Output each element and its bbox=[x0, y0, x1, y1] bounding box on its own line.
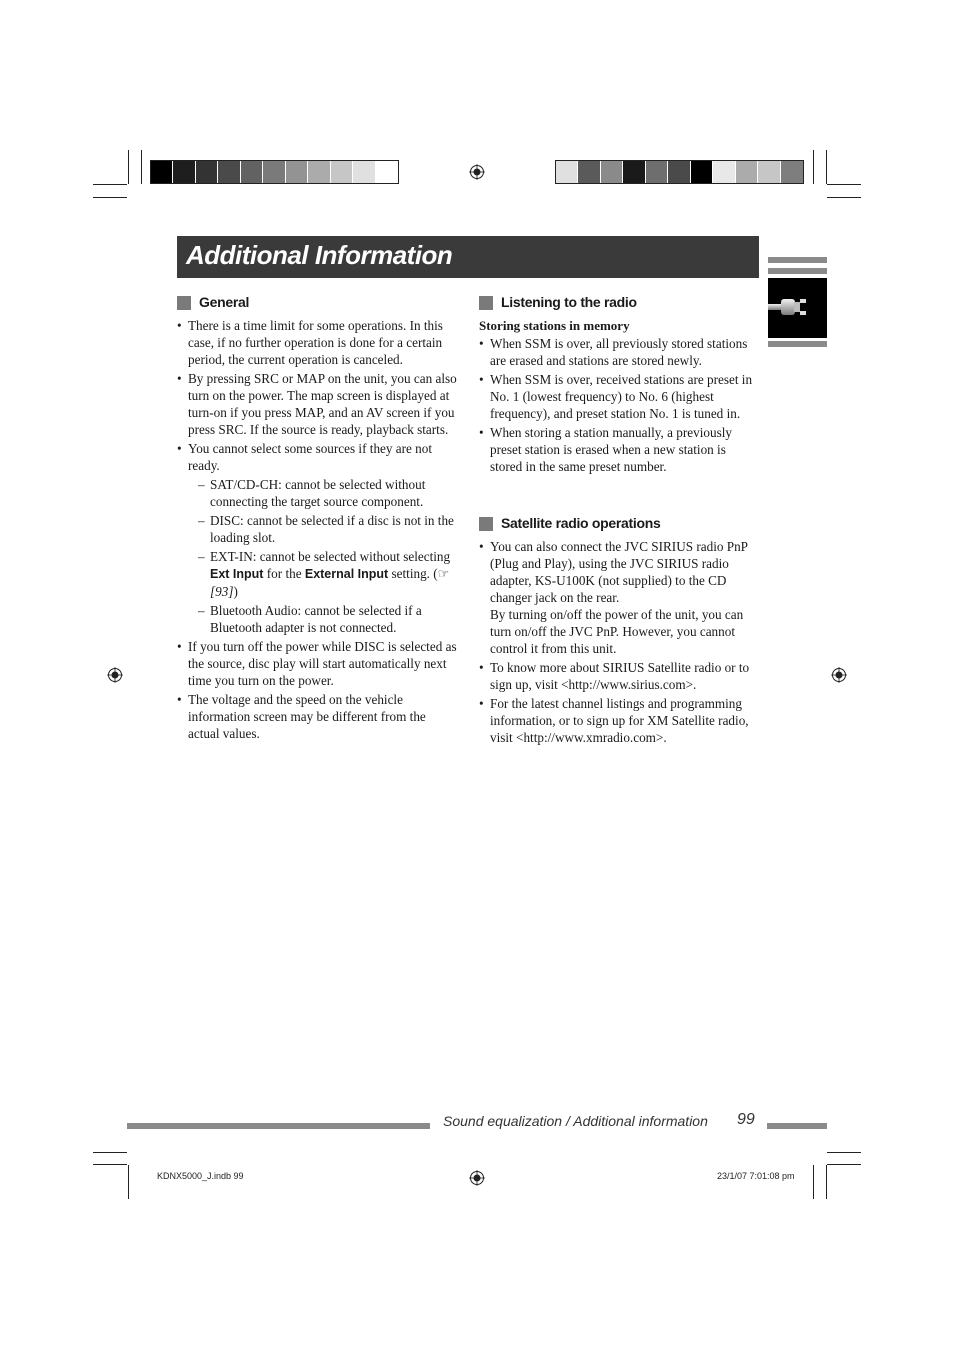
crop-mark bbox=[141, 150, 142, 184]
list-item: • If you turn off the power while DISC is selected as the source, disc play will start automatically next time you turn on the power. bbox=[177, 638, 457, 689]
list-item: • The voltage and the speed on the vehicle information screen may be different from the actual values. bbox=[177, 691, 457, 742]
crop-mark bbox=[827, 1152, 861, 1153]
color-swatch bbox=[668, 161, 690, 183]
radio-subheading: Storing stations in memory bbox=[479, 318, 630, 333]
square-bullet-icon bbox=[177, 296, 191, 310]
satellite-heading: Satellite radio operations bbox=[501, 515, 661, 531]
sub-list-item bbox=[188, 548, 457, 600]
list-item: • There is a time limit for some operations. In this case, if no further operation is done for a certain period, the current operation is canceled. bbox=[177, 317, 457, 368]
crop-mark bbox=[128, 150, 129, 184]
list-item: • When SSM is over, all previously stored stations are erased and stations are stored newly. bbox=[479, 335, 759, 369]
crop-mark bbox=[813, 1165, 814, 1199]
color-calibration-bar-right bbox=[555, 160, 804, 184]
list-item: • When storing a station manually, a previously preset station is erased when a new station is stored in the same preset number. bbox=[479, 424, 759, 475]
radio-heading: Listening to the radio bbox=[501, 294, 637, 310]
color-swatch bbox=[331, 161, 353, 183]
list-item bbox=[177, 440, 457, 636]
list-item-text: You cannot select some sources if they are not ready. bbox=[188, 441, 433, 473]
crop-mark bbox=[93, 1164, 127, 1165]
color-swatch bbox=[241, 161, 263, 183]
color-swatch bbox=[646, 161, 668, 183]
ui-label: External Input bbox=[304, 567, 389, 581]
color-swatch bbox=[601, 161, 623, 183]
page-number: 99 bbox=[737, 1111, 755, 1128]
section-heading bbox=[479, 515, 759, 532]
color-swatch bbox=[196, 161, 218, 183]
color-swatch bbox=[713, 161, 735, 183]
text: EXT-IN: cannot be selected without selecting bbox=[210, 549, 451, 564]
section-heading bbox=[177, 294, 457, 311]
list-item: • By pressing SRC or MAP on the unit, you can also turn on the power. The map screen is displayed at turn-on if you press MAP, and an AV screen if you press SRC. If the source is ready, playback starts. bbox=[177, 370, 457, 438]
section-heading bbox=[479, 294, 759, 311]
text: setting. ( bbox=[388, 566, 438, 581]
side-tab-stripe bbox=[768, 341, 827, 347]
general-heading: General bbox=[199, 294, 250, 310]
color-swatch bbox=[623, 161, 645, 183]
list-item bbox=[479, 538, 759, 657]
crop-mark bbox=[93, 1152, 127, 1153]
file-slug: KDNX5000_J.indb 99 bbox=[157, 1171, 244, 1181]
color-swatch bbox=[151, 161, 173, 183]
side-tab-stripe bbox=[768, 257, 827, 263]
sub-list-item: – SAT/CD-CH: cannot be selected without connecting the target source component. bbox=[188, 476, 457, 510]
color-calibration-bar-left bbox=[150, 160, 399, 184]
satellite-list bbox=[479, 538, 759, 746]
crop-mark bbox=[128, 1165, 129, 1199]
radio-list bbox=[479, 335, 759, 475]
text: for the bbox=[263, 566, 305, 581]
crop-mark bbox=[826, 150, 827, 184]
page-title: Additional Information bbox=[186, 240, 453, 270]
registration-mark-icon bbox=[469, 164, 485, 180]
crop-mark bbox=[826, 1165, 827, 1199]
sub-list bbox=[188, 476, 457, 636]
list-item-text: By turning on/off the power of the unit, you can turn on/off the JVC PnP. However, you cannot control it from this unit. bbox=[490, 607, 744, 656]
crop-mark bbox=[813, 150, 814, 184]
color-swatch bbox=[556, 161, 578, 183]
sub-list-item: – DISC: cannot be selected if a disc is not in the loading slot. bbox=[188, 512, 457, 546]
color-swatch bbox=[578, 161, 600, 183]
list-item: • When SSM is over, received stations are preset in No. 1 (lowest frequency) to No. 6 (highest frequency), and preset station No. 1 is tuned in. bbox=[479, 371, 759, 422]
registration-mark-icon bbox=[469, 1170, 485, 1186]
registration-mark-icon bbox=[107, 667, 123, 683]
text: ) bbox=[233, 584, 238, 599]
footer-rule-left bbox=[127, 1123, 430, 1129]
crop-mark bbox=[827, 1164, 861, 1165]
footer-rule-right bbox=[767, 1123, 827, 1129]
general-section bbox=[177, 294, 457, 744]
crop-mark bbox=[827, 184, 861, 185]
color-swatch bbox=[736, 161, 758, 183]
color-swatch bbox=[263, 161, 285, 183]
color-swatch bbox=[781, 161, 803, 183]
sub-list-item: – Bluetooth Audio: cannot be selected if a Bluetooth adapter is not connected. bbox=[188, 602, 457, 636]
satellite-section bbox=[479, 515, 759, 748]
color-swatch bbox=[308, 161, 330, 183]
color-swatch bbox=[691, 161, 713, 183]
timestamp-slug: 23/1/07 7:01:08 pm bbox=[717, 1171, 795, 1181]
crop-mark bbox=[93, 197, 127, 198]
square-bullet-icon bbox=[479, 517, 493, 531]
page-title-bar bbox=[177, 236, 759, 278]
color-swatch bbox=[758, 161, 780, 183]
color-swatch bbox=[218, 161, 240, 183]
color-swatch bbox=[173, 161, 195, 183]
ui-label: Ext Input bbox=[210, 567, 264, 581]
list-item-text: • You can also connect the JVC SIRIUS radio PnP (Plug and Play), using the JVC SIRIUS radio adapter, KS-U100K (not supplied) to the CD changer jack on the rear. bbox=[490, 539, 748, 605]
footer-section-title: Sound equalization / Additional information bbox=[443, 1113, 708, 1129]
list-item: • To know more about SIRIUS Satellite radio or to sign up, visit <http://www.sirius.com>. bbox=[479, 659, 759, 693]
side-tab-stripe bbox=[768, 268, 827, 274]
radio-section bbox=[479, 294, 759, 477]
registration-mark-icon bbox=[831, 667, 847, 683]
crop-mark bbox=[93, 184, 127, 185]
square-bullet-icon bbox=[479, 296, 493, 310]
color-swatch bbox=[376, 161, 398, 183]
side-tab bbox=[768, 278, 827, 338]
crop-mark bbox=[827, 197, 861, 198]
general-list bbox=[177, 317, 457, 742]
color-swatch bbox=[353, 161, 375, 183]
color-swatch bbox=[286, 161, 308, 183]
page-reference: [93] bbox=[210, 584, 234, 599]
list-item: • For the latest channel listings and programming information, or to sign up for XM Satellite radio, visit <http://www.xmradio.com>. bbox=[479, 695, 759, 746]
reference-icon: ☞ bbox=[437, 566, 450, 581]
plug-icon bbox=[768, 278, 827, 338]
